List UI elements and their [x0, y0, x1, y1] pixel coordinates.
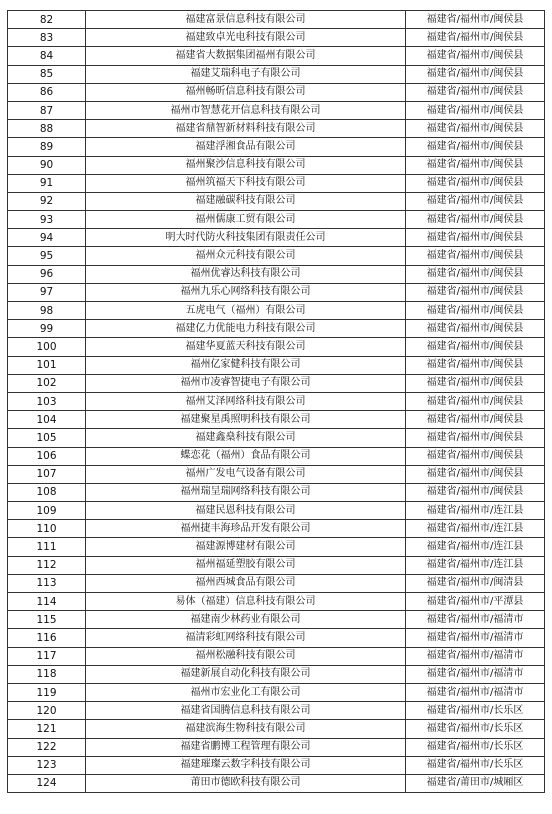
row-number: 120 — [8, 702, 86, 720]
row-number: 113 — [8, 574, 86, 592]
row-number: 110 — [8, 520, 86, 538]
company-name: 福州众元科技有限公司 — [86, 247, 406, 265]
company-name: 福州艾泽网络科技有限公司 — [86, 392, 406, 410]
region-cell: 福建省/福州市/闽侯县 — [406, 138, 545, 156]
table-row — [8, 738, 545, 756]
company-name: 莆田市德欧科技有限公司 — [86, 774, 406, 792]
table-row — [8, 502, 545, 520]
company-name: 福建浮湘食品有限公司 — [86, 138, 406, 156]
company-table-body — [8, 11, 545, 793]
company-name: 福建聚星禹照明科技有限公司 — [86, 411, 406, 429]
table-row — [8, 229, 545, 247]
region-cell: 福建省/福州市/闽清县 — [406, 574, 545, 592]
company-name: 福清彩虹网络科技有限公司 — [86, 629, 406, 647]
row-number: 115 — [8, 611, 86, 629]
table-row — [8, 702, 545, 720]
table-row — [8, 520, 545, 538]
row-number: 84 — [8, 47, 86, 65]
company-name: 福州儒康工贸有限公司 — [86, 211, 406, 229]
region-cell: 福建省/福州市/闽侯县 — [406, 411, 545, 429]
region-cell: 福建省/福州市/闽侯县 — [406, 192, 545, 210]
table-row — [8, 392, 545, 410]
table-row — [8, 265, 545, 283]
table-row — [8, 538, 545, 556]
row-number: 109 — [8, 502, 86, 520]
region-cell: 福建省/福州市/闽侯县 — [406, 392, 545, 410]
region-cell: 福建省/福州市/长乐区 — [406, 738, 545, 756]
row-number: 87 — [8, 101, 86, 119]
region-cell: 福建省/莆田市/城厢区 — [406, 774, 545, 792]
region-cell: 福建省/福州市/闽侯县 — [406, 83, 545, 101]
table-row — [8, 283, 545, 301]
company-name: 福州聚沙信息科技有限公司 — [86, 156, 406, 174]
company-name: 蝶恋花（福州）食品有限公司 — [86, 447, 406, 465]
table-row — [8, 647, 545, 665]
company-name: 福州畅昕信息科技有限公司 — [86, 83, 406, 101]
table-row — [8, 574, 545, 592]
region-cell: 福建省/福州市/连江县 — [406, 556, 545, 574]
table-row — [8, 101, 545, 119]
table-row — [8, 611, 545, 629]
company-name: 福州市智慧花开信息科技有限公司 — [86, 101, 406, 119]
region-cell: 福建省/福州市/长乐区 — [406, 720, 545, 738]
company-name: 福建省国腾信息科技有限公司 — [86, 702, 406, 720]
row-number: 103 — [8, 392, 86, 410]
row-number: 96 — [8, 265, 86, 283]
region-cell: 福建省/福州市/闽侯县 — [406, 11, 545, 29]
region-cell: 福建省/福州市/福清市 — [406, 665, 545, 683]
company-name: 五虎电气（福州）有限公司 — [86, 302, 406, 320]
region-cell: 福建省/福州市/闽侯县 — [406, 229, 545, 247]
row-number: 100 — [8, 338, 86, 356]
region-cell: 福建省/福州市/闽侯县 — [406, 265, 545, 283]
company-name: 福州广发电气设备有限公司 — [86, 465, 406, 483]
table-row — [8, 411, 545, 429]
table-row — [8, 683, 545, 701]
region-cell: 福建省/福州市/福清市 — [406, 647, 545, 665]
region-cell: 福建省/福州市/平潭县 — [406, 593, 545, 611]
company-name: 福州福延塑胶有限公司 — [86, 556, 406, 574]
row-number: 116 — [8, 629, 86, 647]
table-row — [8, 120, 545, 138]
region-cell: 福建省/福州市/闽侯县 — [406, 211, 545, 229]
row-number: 97 — [8, 283, 86, 301]
region-cell: 福建省/福州市/闽侯县 — [406, 47, 545, 65]
region-cell: 福建省/福州市/福清市 — [406, 629, 545, 647]
table-row — [8, 665, 545, 683]
table-row — [8, 465, 545, 483]
company-name: 福建鑫燊科技有限公司 — [86, 429, 406, 447]
row-number: 86 — [8, 83, 86, 101]
region-cell: 福建省/福州市/福清市 — [406, 611, 545, 629]
table-row — [8, 320, 545, 338]
row-number: 114 — [8, 593, 86, 611]
row-number: 118 — [8, 665, 86, 683]
company-name: 福建省鹏博工程管理有限公司 — [86, 738, 406, 756]
region-cell: 福建省/福州市/闽侯县 — [406, 65, 545, 83]
row-number: 85 — [8, 65, 86, 83]
company-name: 福建省鼎智新材料科技有限公司 — [86, 120, 406, 138]
region-cell: 福建省/福州市/闽侯县 — [406, 447, 545, 465]
row-number: 119 — [8, 683, 86, 701]
row-number: 104 — [8, 411, 86, 429]
row-number: 111 — [8, 538, 86, 556]
region-cell: 福建省/福州市/长乐区 — [406, 756, 545, 774]
company-name: 福建亿力优能电力科技有限公司 — [86, 320, 406, 338]
company-name: 福建融碳科技有限公司 — [86, 192, 406, 210]
row-number: 83 — [8, 29, 86, 47]
company-name: 福建新展自动化科技有限公司 — [86, 665, 406, 683]
table-row — [8, 192, 545, 210]
region-cell: 福建省/福州市/闽侯县 — [406, 302, 545, 320]
table-row — [8, 720, 545, 738]
row-number: 94 — [8, 229, 86, 247]
region-cell: 福建省/福州市/闽侯县 — [406, 156, 545, 174]
region-cell: 福建省/福州市/闽侯县 — [406, 338, 545, 356]
row-number: 99 — [8, 320, 86, 338]
region-cell: 福建省/福州市/福清市 — [406, 683, 545, 701]
table-row — [8, 29, 545, 47]
table-row — [8, 47, 545, 65]
table-row — [8, 211, 545, 229]
row-number: 123 — [8, 756, 86, 774]
table-row — [8, 247, 545, 265]
region-cell: 福建省/福州市/闽侯县 — [406, 374, 545, 392]
company-name: 福州九乐心网络科技有限公司 — [86, 283, 406, 301]
row-number: 92 — [8, 192, 86, 210]
table-row — [8, 556, 545, 574]
row-number: 117 — [8, 647, 86, 665]
table-row — [8, 356, 545, 374]
company-name: 福建省大数据集团福州有限公司 — [86, 47, 406, 65]
company-name: 福州捷丰海珍品开发有限公司 — [86, 520, 406, 538]
region-cell: 福建省/福州市/连江县 — [406, 502, 545, 520]
company-name: 福建民恩科技有限公司 — [86, 502, 406, 520]
row-number: 124 — [8, 774, 86, 792]
region-cell: 福建省/福州市/闽侯县 — [406, 101, 545, 119]
table-row — [8, 174, 545, 192]
row-number: 122 — [8, 738, 86, 756]
company-name: 福建致卓光电科技有限公司 — [86, 29, 406, 47]
region-cell: 福建省/福州市/连江县 — [406, 520, 545, 538]
row-number: 105 — [8, 429, 86, 447]
row-number: 89 — [8, 138, 86, 156]
table-row — [8, 447, 545, 465]
company-name: 福州市宏业化工有限公司 — [86, 683, 406, 701]
row-number: 101 — [8, 356, 86, 374]
company-name: 福州亿家健科技有限公司 — [86, 356, 406, 374]
table-row — [8, 429, 545, 447]
table-row — [8, 302, 545, 320]
region-cell: 福建省/福州市/长乐区 — [406, 702, 545, 720]
region-cell: 福建省/福州市/闽侯县 — [406, 283, 545, 301]
company-name: 福建璀璨云数字科技有限公司 — [86, 756, 406, 774]
table-row — [8, 593, 545, 611]
region-cell: 福建省/福州市/闽侯县 — [406, 429, 545, 447]
row-number: 108 — [8, 483, 86, 501]
company-name: 福建艾瑞科电子有限公司 — [86, 65, 406, 83]
row-number: 95 — [8, 247, 86, 265]
region-cell: 福建省/福州市/闽侯县 — [406, 174, 545, 192]
company-name: 福州瑞呈瑞网络科技有限公司 — [86, 483, 406, 501]
company-name: 福州筑福天下科技有限公司 — [86, 174, 406, 192]
table-row — [8, 629, 545, 647]
region-cell: 福建省/福州市/闽侯县 — [406, 483, 545, 501]
row-number: 91 — [8, 174, 86, 192]
table-row — [8, 156, 545, 174]
row-number: 93 — [8, 211, 86, 229]
row-number: 88 — [8, 120, 86, 138]
company-name: 明大时代防火科技集团有限责任公司 — [86, 229, 406, 247]
table-row — [8, 65, 545, 83]
company-name: 福州优睿达科技有限公司 — [86, 265, 406, 283]
row-number: 112 — [8, 556, 86, 574]
row-number: 121 — [8, 720, 86, 738]
company-name: 福州松融科技有限公司 — [86, 647, 406, 665]
region-cell: 福建省/福州市/连江县 — [406, 538, 545, 556]
region-cell: 福建省/福州市/闽侯县 — [406, 356, 545, 374]
region-cell: 福建省/福州市/闽侯县 — [406, 29, 545, 47]
row-number: 90 — [8, 156, 86, 174]
table-row — [8, 11, 545, 29]
table-row — [8, 138, 545, 156]
table-row — [8, 374, 545, 392]
table-row — [8, 756, 545, 774]
row-number: 82 — [8, 11, 86, 29]
company-name: 福州市凌睿智捷电子有限公司 — [86, 374, 406, 392]
company-name: 福建南少林药业有限公司 — [86, 611, 406, 629]
region-cell: 福建省/福州市/闽侯县 — [406, 247, 545, 265]
row-number: 107 — [8, 465, 86, 483]
table-row — [8, 83, 545, 101]
row-number: 98 — [8, 302, 86, 320]
region-cell: 福建省/福州市/闽侯县 — [406, 320, 545, 338]
company-name: 福建富景信息科技有限公司 — [86, 11, 406, 29]
company-name: 福建滨海生物科技有限公司 — [86, 720, 406, 738]
company-name: 福州西城食品有限公司 — [86, 574, 406, 592]
table-row — [8, 774, 545, 792]
company-table — [7, 10, 545, 793]
row-number: 106 — [8, 447, 86, 465]
table-row — [8, 338, 545, 356]
company-name: 福建源博建材有限公司 — [86, 538, 406, 556]
region-cell: 福建省/福州市/闽侯县 — [406, 465, 545, 483]
company-name: 福建华夏蓝天科技有限公司 — [86, 338, 406, 356]
company-name: 易体（福建）信息科技有限公司 — [86, 593, 406, 611]
row-number: 102 — [8, 374, 86, 392]
table-row — [8, 483, 545, 501]
region-cell: 福建省/福州市/闽侯县 — [406, 120, 545, 138]
